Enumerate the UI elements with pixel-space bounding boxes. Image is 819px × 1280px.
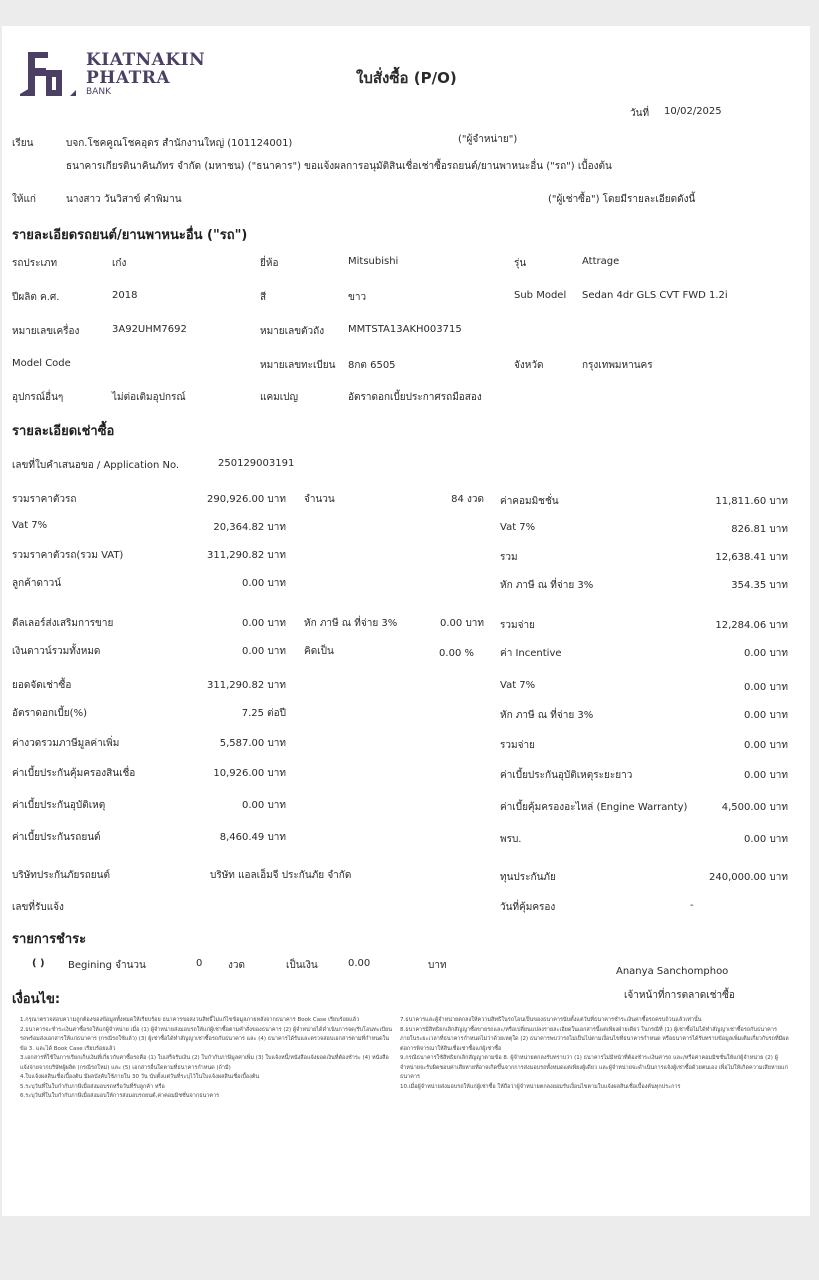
vehicle-brand-value: Mitsubishi: [348, 256, 399, 267]
lease-left-value: 7.25 ต่อปี: [241, 708, 286, 719]
plate-no-value: 8กต 6505: [348, 360, 396, 371]
officer-title: เจ้าหน้าที่การตลาดเช่าซื้อ: [624, 990, 735, 1001]
lease-left-label: ค่าเบี้ยประกันคุ้มครองสินเชื่อ: [12, 768, 136, 779]
lease-right-label: Vat 7%: [500, 680, 536, 691]
lease-right-value: 11,811.60 บาท: [715, 496, 788, 507]
vehicle-model-label: รุ่น: [514, 258, 527, 269]
vehicle-heading: รายละเอียดรถยนต์/ยานพาหนะอื่น ("รถ"): [12, 228, 248, 243]
mid-wht-label: หัก ภาษี ณ ที่จ่าย 3%: [304, 618, 398, 629]
mid-pct-value: 0.00 %: [439, 648, 474, 659]
brand-line1: KIATNAKIN: [86, 50, 206, 70]
lease-left-label: อัตราดอกเบี้ย(%): [12, 708, 87, 719]
condition-item: 2.ธนาคารจะชำระเงินค่าซื้อรถให้แก่ผู้จำหน่าย เมื่อ (1) ผู้จำหน่ายส่งมอบรถให้แก่ผู้เช่าซื้อตามคำสั่งของธนาคาร (2) ผู้จำหน่ายได้ดำเนินการจด/รับโอนทะเบียนรถพร้อมส่งเอกสารให้แก่ธนาคาร (กรณีรถใช้แล้ว) (3) ผู้เช่าซื้อได้ทำสัญญาเช่าซื้อรถกับธนาคาร และ (4) ธนาคารได้รับและตรวจสอบเอกสารตามที่กำหนดในข้อ 3. และได้ Book Case เรียบร้อยแล้ว: [20, 1026, 392, 1052]
lease-right-value: 0.00 บาท: [744, 770, 788, 781]
lease-right-value: 12,284.06 บาท: [715, 620, 788, 631]
for-label: ให้แก่: [12, 194, 36, 205]
lease-left-label: ค่าเบี้ยประกันอุบัติเหตุ: [12, 800, 106, 811]
lease-left-value: 311,290.82 บาท: [207, 550, 286, 561]
bank-logo: [20, 50, 220, 100]
lease-right-label: ค่าคอมมิชชั่น: [500, 496, 559, 507]
coverage-date-value: -: [690, 900, 694, 911]
lease-right-value: 0.00 บาท: [744, 834, 788, 845]
installments-value: 84 งวด: [451, 494, 484, 505]
lease-right-value: 0.00 บาท: [744, 710, 788, 721]
province-label: จังหวัด: [514, 360, 544, 371]
lease-left-label: Vat 7%: [12, 520, 48, 531]
lease-left-value: 0.00 บาท: [242, 800, 286, 811]
lease-left-label: ดีลเลอร์ส่งเสริมการขาย: [12, 618, 114, 629]
condition-item: 3.เอกสารที่ใช้ในการเรียกเก็บเงินที่เกี่ยวกับค่าซื้อรถคือ (1) ใบเสร็จรับเงิน (2) ใบกำกับภาษีมูลค่าเพิ่ม (3) ใบแจ้งหนี้/หนังสือแจ้งยอดเงินที่ต้องชำระ (4) หนังสือแจ้งจ่ายจากบริษัทผู้ผลิต (กรณีรถใหม่) และ (5) เอกสารอื่นใดตามที่ธนาคารกำหนด (ถ้ามี): [20, 1055, 389, 1071]
vehicle-submodel-value: Sedan 4dr GLS CVT FWD 1.2i: [582, 290, 728, 301]
installments-label: จำนวน: [304, 494, 335, 505]
insurer-label: บริษัทประกันภัยรถยนต์: [12, 870, 110, 881]
lease-right-label: พรบ.: [500, 834, 522, 845]
plate-no-label: หมายเลขทะเบียน: [260, 360, 336, 371]
application-no-label: เลขที่ใบคำเสนอขอ / Application No.: [12, 460, 180, 471]
brand-line3: BANK: [86, 87, 111, 97]
payment-unit: งวด: [228, 960, 245, 971]
condition-item: 9.กรณีธนาคารใช้สิทธิยกเลิกสัญญาตามข้อ 8. ผู้จำหน่ายตกลงรับทราบว่า (1) ธนาคารไม่มีหน้าที่ต้องชำระเงินค่ารถ และ/หรือค่าคอมมิชชั่นให้แก่ผู้จำหน่าย (2) ผู้จำหน่ายจะรับผิดชอบค่าเสียหายที่อาจเกิดขึ้นจากการส่งมอบรถทั้งหมดแต่เพียงผู้เดียว และผู้จำหน่ายจะดำเนินการแจ้งผู้เช่าซื้อด้วยตนเอง เพื่อไม่ให้เกิดความเสียหายแก่ธนาคาร: [400, 1055, 788, 1080]
lease-heading: รายละเอียดเช่าซื้อ: [12, 424, 115, 439]
lease-right-value: 0.00 บาท: [744, 740, 788, 751]
lease-right-label: Vat 7%: [500, 522, 536, 533]
mid-wht-value: 0.00 บาท: [440, 618, 484, 629]
condition-item: 10.เมื่อผู้จำหน่ายส่งมอบรถให้แก่ผู้เช่าซื้อ ให้ถือว่าผู้จำหน่ายตกลงยอมรับเงื่อนไขตามใบแจ้งผลสินเชื่อเบื้องต้นทุกประการ: [400, 1083, 681, 1090]
officer-name: Ananya Sanchomphoo: [616, 966, 729, 977]
sum-insured-value: 240,000.00 บาท: [709, 872, 788, 883]
application-no-value: 250129003191: [218, 458, 295, 469]
lease-right-label: หัก ภาษี ณ ที่จ่าย 3%: [500, 580, 594, 591]
lease-left-value: 290,926.00 บาท: [207, 494, 286, 505]
vehicle-type-value: เก๋ง: [112, 258, 127, 269]
lease-left-label: เงินดาวน์รวมทั้งหมด: [12, 646, 101, 657]
coverage-date-label: วันที่คุ้มครอง: [500, 902, 556, 913]
vehicle-year-value: 2018: [112, 290, 138, 301]
chassis-no-label: หมายเลขตัวถัง: [260, 326, 325, 337]
condition-item: 6.ระบุวันที่ในใบกำกับภาษีเมื่อส่งมอบให้การส่งมอบรถยนต์,ค่าคอมมิชชั่นจากธนาคาร: [20, 1093, 220, 1099]
lease-left-value: 0.00 บาท: [242, 646, 286, 657]
lease-left-value: 8,460.49 บาท: [219, 832, 286, 843]
vehicle-submodel-label: Sub Model: [514, 290, 567, 301]
payment-amount-label: เป็นเงิน: [286, 960, 318, 971]
payment-checkbox[interactable]: ( ): [32, 958, 45, 969]
vehicle-type-label: รถประเภท: [12, 258, 58, 269]
payment-amount-value: 0.00: [348, 958, 371, 969]
condition-item: 5.ระบุวันที่ในใบกำกับภาษีเมื่อส่งมอบรถหรือวันที่รับลูกค้า หรือ: [20, 1083, 165, 1090]
lease-left-label: ค่างวดรวมภาษีมูลค่าเพิ่ม: [12, 738, 120, 749]
date-label: วันที่: [630, 108, 650, 119]
lease-right-label: ค่า Incentive: [500, 648, 562, 659]
document-title: ใบสั่งซื้อ (P/O): [356, 69, 457, 87]
payment-currency: บาท: [428, 960, 447, 971]
conditions-right-column: [400, 1016, 792, 1092]
lease-right-label: หัก ภาษี ณ ที่จ่าย 3%: [500, 710, 594, 721]
lease-left-label: ลูกค้าดาวน์: [12, 578, 62, 589]
model-code-label: Model Code: [12, 358, 71, 369]
lease-left-label: รวมราคาตัวรถ: [12, 494, 77, 505]
lease-right-value: 0.00 บาท: [744, 648, 788, 659]
condition-item: 1.กรุณาตรวจสอบความถูกต้องของข้อมูลทั้งหมดให้เรียบร้อย ธนาคารขอสงวนสิทธิ์ไม่แก้ไขข้อมูลภายหลังจากธนาคาร Book Case เรียบร้อยแล้ว: [20, 1017, 360, 1023]
notification-no-label: เลขที่รับแจ้ง: [12, 902, 64, 913]
accessories-value: ไม่ต่อเติมอุปกรณ์: [112, 392, 186, 403]
lease-right-label: รวมจ่าย: [500, 620, 535, 631]
lease-left-value: 0.00 บาท: [242, 618, 286, 629]
engine-no-value: 3A92UHM7692: [112, 324, 187, 335]
lease-right-label: รวม: [500, 552, 518, 563]
lease-left-label: ค่าเบี้ยประกันรถยนต์: [12, 832, 101, 843]
lease-right-value: 354.35 บาท: [731, 580, 788, 591]
lease-right-label: ค่าเบี้ยคุ้มครองอะไหล่ (Engine Warranty): [500, 802, 688, 813]
to-role: ("ผู้จำหน่าย"): [458, 134, 518, 145]
lease-left-value: 20,364.82 บาท: [213, 522, 286, 533]
campaign-value: อัตราดอกเบี้ยประกาศรถมือสอง: [348, 392, 482, 403]
lease-left-value: 311,290.82 บาท: [207, 680, 286, 691]
payment-begin-label: Begining จำนวน: [68, 960, 146, 971]
lease-right-value: 826.81 บาท: [731, 524, 788, 535]
vehicle-brand-label: ยี่ห้อ: [260, 258, 279, 269]
vehicle-color-value: ขาว: [348, 292, 367, 303]
purchase-order-page: [2, 26, 810, 1216]
chassis-no-value: MMTSTA13AKH003715: [348, 324, 462, 335]
mid-pct-label: คิดเป็น: [304, 646, 334, 657]
condition-item: 7.ธนาคารและผู้จำหน่ายตกลงให้ความสิทธิในรถโอนเป็นของธนาคารนับตั้งแต่วันที่ธนาคารชำระเงินค่าซื้อรถครบถ้วนแล้วเท่านั้น: [400, 1017, 702, 1023]
condition-item: 4.ใบแจ้งผลสินเชื่อเบื้องต้น มีผลบังคับใช้ภายใน 30 วัน นับตั้งแต่วันที่ระบุไว้ในใบแจ้งผลสินเชื่อเบื้องต้น: [20, 1074, 260, 1080]
condition-item: 8.ธนาคารมีสิทธิยกเลิกสัญญาซื้อขายรถและ/หรือเปลี่ยนแปลงรายละเอียดในเอกสารนี้แต่เพียงฝ่ายเดียว ในกรณีที่ (1) ผู้เช่าซื้อไม่ได้ทำสัญญาเช่าซื้อรถกับธนาคารภายในระยะเวลาที่ธนาคารกำหนดไม่ว่าด้วยเหตุใด (2) ธนาคารพบว่ารถไม่เป็นไปตามเงื่อนไขที่ธนาคารกำหนด หรือธนาคารได้รับทราบข้อมูลเพิ่มเติมเกี่ยวกับรถที่มีผลต่อการพิจารณาให้สินเชื่อเช่าซื้อแก่ผู้เช่าซื้อ: [400, 1026, 789, 1052]
to-value: บจก.โชคคูณโชคอุดร สำนักงานใหญ่ (101124001): [66, 138, 293, 149]
campaign-label: แคมเปญ: [260, 392, 299, 403]
lease-left-label: ยอดจัดเช่าซื้อ: [12, 680, 72, 691]
for-value: นางสาว วันวิสาข์ คำพิมาน: [66, 194, 182, 205]
sum-insured-label: ทุนประกันภัย: [500, 872, 556, 883]
lease-left-value: 10,926.00 บาท: [213, 768, 286, 779]
lease-left-value: 0.00 บาท: [242, 578, 286, 589]
for-role: ("ผู้เช่าซื้อ") โดยมีรายละเอียดดังนี้: [548, 194, 696, 205]
lease-right-label: รวมจ่าย: [500, 740, 535, 751]
payment-heading: รายการชำระ: [12, 932, 87, 947]
lease-left-value: 5,587.00 บาท: [219, 738, 286, 749]
brand-line2: PHATRA: [86, 68, 171, 88]
date-value: 10/02/2025: [664, 106, 722, 117]
to-label: เรียน: [12, 138, 34, 149]
conditions-left-column: [20, 1016, 392, 1102]
lease-right-value: 4,500.00 บาท: [721, 802, 788, 813]
kkp-logo-icon: [20, 50, 78, 98]
intro-text: ธนาคารเกียรตินาคินภัทร จำกัด (มหาชน) ("ธนาคาร") ขอแจ้งผลการอนุมัติสินเชื่อเช่าซื้อรถยนต์/ยานพาหนะอื่น ("รถ") เบื้องต้น: [66, 161, 612, 172]
conditions-heading: เงื่อนไข:: [12, 992, 61, 1007]
vehicle-year-label: ปีผลิต ค.ศ.: [12, 292, 60, 303]
insurer-value: บริษัท แอลเอ็มจี ประกันภัย จำกัด: [210, 870, 352, 881]
lease-right-value: 0.00 บาท: [744, 682, 788, 693]
vehicle-color-label: สี: [260, 292, 267, 303]
province-value: กรุงเทพมหานคร: [582, 360, 653, 371]
engine-no-label: หมายเลขเครื่อง: [12, 326, 80, 337]
lease-left-label: รวมราคาตัวรถ(รวม VAT): [12, 550, 124, 561]
vehicle-model-value: Attrage: [582, 256, 620, 267]
payment-begin-qty: 0: [196, 958, 203, 969]
lease-right-value: 12,638.41 บาท: [715, 552, 788, 563]
accessories-label: อุปกรณ์อื่นๆ: [12, 392, 64, 403]
lease-right-label: ค่าเบี้ยประกันอุบัติเหตุระยะยาว: [500, 770, 633, 781]
